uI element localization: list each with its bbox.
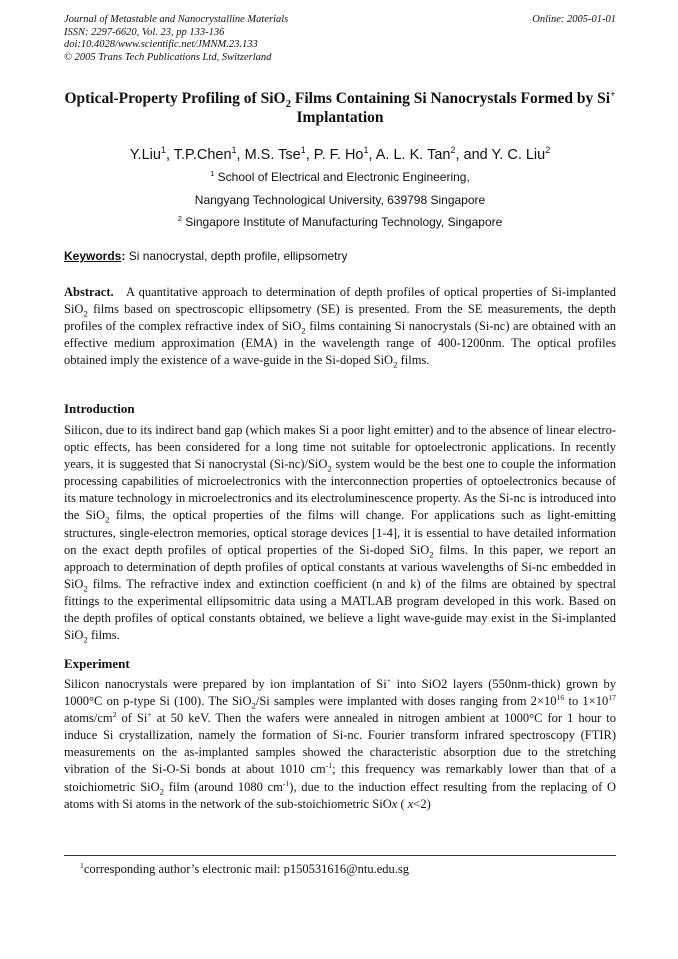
journal-doi: doi:10.4028/www.scientific.net/JMNM.23.133 xyxy=(64,39,258,50)
author: Y. C. Liu$^2$ xyxy=(491,145,551,163)
author-list xyxy=(64,147,616,163)
author: Y.Liu$^1$, xyxy=(129,145,174,163)
experiment-text: Silicon nanocrystals were prepared by ion implantation of Si+ into SiO2 layers (550nm-thick) grown by 1000°C on p-type Si (100). The SiO$_2$/Si samples were implanted with doses ranging from $2\times 10^{16}$ to $1\times 10^{17}$ atoms/$cm^2$ of Si+ at 50 keV. Then the wafers were annealed in nitrogen ambient at 1000°C for 1 hour to induce Si crystallization, namely the formation of Si-nc. Fourier transform infrared spectroscopy (FTIR) measurements on the as-implanted samples showed the characteristic absorption due to the stretching vibration of the Si-O-Si bonds at about 1010 $cm^{-1}$; this frequency was remarkably lower than that of a stoichiometric SiO$_2$ film (around 1080 $cm^{-1}$), due to the induction effect resulting from the replacing of O atoms with Si atoms in the network of the sub-stoichiometric SiOx ( x<2) xyxy=(64,675,616,811)
abstract: Abstract. A quantitative approach to determination of depth profiles of optical properties of Si-implanted SiO$_2$ films based on spectroscopic ellipsometry (SE) is presented. From the SE measurements, the depth profiles of the complex refractive index of SiO$_2$ films containing Si nanocrystals (Si-nc) are obtained with an effective medium approximation (EMA) in the wavelength range of 400-1200nm. The optical profiles obtained imply the existence of a wave-guide in the Si-doped SiO$_2$ films. xyxy=(64,285,617,370)
affiliation-1-address: Nangyang Technological University, 639798 Singapore xyxy=(194,193,486,207)
paper-title: Optical-Property Profiling of SiO$_2$ Films Containing Si Nanocrystals Formed by Si+ Implantation xyxy=(64,88,616,126)
section-heading-introduction: Introduction xyxy=(64,401,135,416)
introduction-text: Silicon, due to its indirect band gap (which makes Si a poor light emitter) and to the absence of linear electro-optic effects, has been considered for a long time not suitable for optoelectronic applications. In recently years, it is suggested that Si nanocrystal (Si-nc)/SiO$_2$ system would be the best one to couple the information processing capabilities of microelectronics with the interconnection properties of optoelectronics because of its mature technology in microelectronics and its electroluminescence property. As the Si-nc is introduced into the SiO$_2$ films, the optical properties of the films will change. For applications such as light-emitting structures, single-electron memories, optical storage devices [1-4], it is essential to have detailed information on the exact depth profiles of optical properties of the Si-doped SiO$_2$ films. In this paper, we report an approach to determination of depth profiles of optical constants at various wavelengths of Si-nc embedded in SiO$_2$ films. The refractive index and extinction coefficient (n and k) of the films are obtained by spectral fittings to the experimental ellipsomitric data using a MATLAB program developed in this work. Based on the depth profiles of optical constants obtained, we believe a light wave-guide may exist in the Si-implanted SiO$_2$ films. xyxy=(64,423,616,645)
keywords: Keywords: Si nanocrystal, depth profile, ellipsometry xyxy=(64,249,348,263)
footnote: $^1$corresponding author’s electronic mail: p150531616@ntu.edu.sg xyxy=(80,860,409,876)
footnote-divider xyxy=(64,855,616,856)
section-heading-experiment: Experiment xyxy=(64,656,130,671)
author: A. L. K. Tan$^2$, and xyxy=(375,145,492,163)
affiliation-2: $^2$ Singapore Institute of Manufacturing Technology, Singapore xyxy=(177,214,503,229)
keywords-label: Keywords xyxy=(64,249,122,263)
journal-copyright: © 2005 Trans Tech Publications Ltd, Switzerland xyxy=(64,51,272,63)
journal-header xyxy=(64,14,616,64)
journal-name: Journal of Metastable and Nanocrystalline Materials xyxy=(64,14,289,25)
online-date: Online: 2005-01-01 xyxy=(532,14,616,25)
author: P. F. Ho$^1$, xyxy=(313,145,376,163)
abstract-label: Abstract. xyxy=(64,285,114,299)
author: T.P.Chen$^1$, xyxy=(173,145,245,163)
author: M.S. Tse$^1$, xyxy=(244,145,314,163)
affiliation-1: $^1$ School of Electrical and Electronic Engineering, xyxy=(210,169,470,184)
journal-issn: ISSN: 2297-6620, Vol. 23, pp 133-136 xyxy=(64,26,225,38)
keywords-text: Si nanocrystal, depth profile, ellipsometry xyxy=(128,249,348,263)
